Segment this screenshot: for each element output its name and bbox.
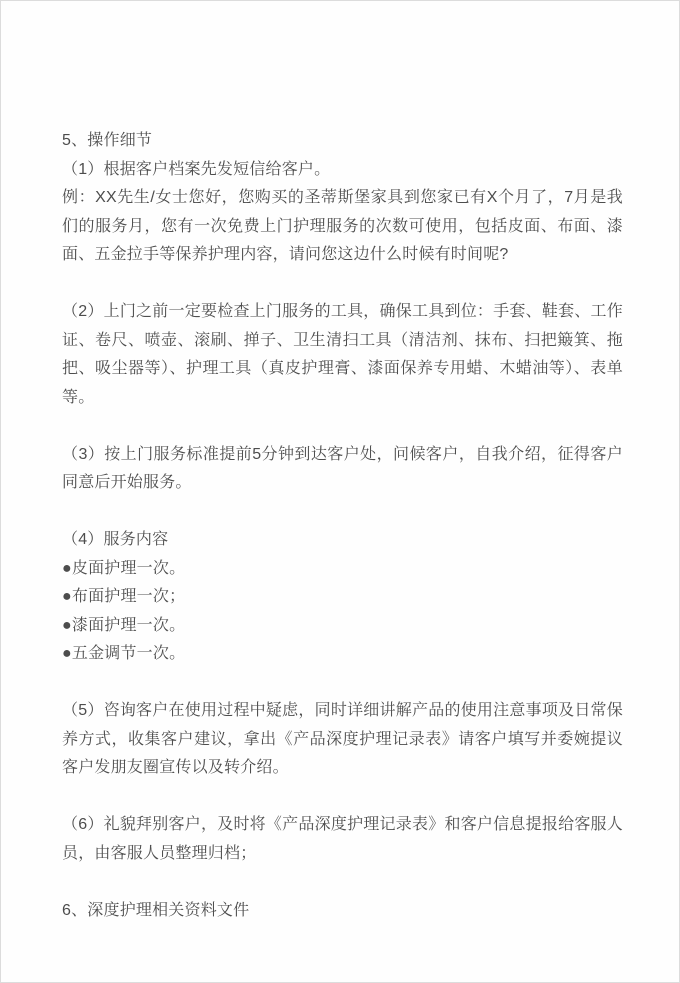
heading-section-6: 6、深度护理相关资料文件 bbox=[62, 901, 250, 919]
para-example-sms: 例：XX先生/女士您好，您购买的圣蒂斯堡家具到您家已有X个月了，7月是我们的服务月，您有一次免费上门护理服务的次数可使用，包括皮面、布面、漆面、五金拉手等保养护理内容，请问您这边什么时候有时间呢? bbox=[62, 189, 623, 263]
bullet-icon: ● bbox=[62, 616, 72, 634]
list-item-label: 布面护理一次； bbox=[71, 588, 186, 605]
bullet-icon: ● bbox=[62, 588, 72, 605]
list-item bbox=[62, 640, 623, 669]
para-item-3: （3）按上门服务标准提前5分钟到达客户处，问候客户，自我介绍，征得客户同意后开始服务。 bbox=[62, 445, 623, 491]
bullet-icon: ● bbox=[62, 645, 72, 662]
list-item-label: 漆面护理一次。 bbox=[71, 616, 186, 634]
bullet-icon: ● bbox=[62, 559, 72, 577]
service-list bbox=[62, 555, 623, 669]
list-item bbox=[62, 612, 623, 641]
list-item bbox=[62, 583, 623, 612]
para-item-1: （1）根据客户档案先发短信给客户。 bbox=[62, 160, 331, 178]
heading-section-5: 5、操作细节 bbox=[62, 132, 153, 149]
para-item-6: （6）礼貌拜别客户，及时将《产品深度护理记录表》和客户信息提报给客服人员，由客服人员整理归档； bbox=[62, 816, 623, 862]
document-body bbox=[1, 1, 679, 965]
list-item-label: 五金调节一次。 bbox=[71, 645, 186, 662]
para-item-4: （4）服务内容 bbox=[62, 531, 169, 548]
list-item-label: 皮面护理一次。 bbox=[71, 559, 186, 577]
para-item-2: （2）上门之前一定要检查上门服务的工具，确保工具到位：手套、鞋套、工作证、卷尺、喷壶、滚刷、掸子、卫生清扫工具（清洁剂、抹布、扫把簸箕、拖把、吸尘器等）、护理工具（真皮护理膏、漆面保养专用蜡、木蜡油等）、表单等。 bbox=[62, 303, 623, 406]
list-item bbox=[62, 555, 623, 584]
para-item-5: （5）咨询客户在使用过程中疑虑，同时详细讲解产品的使用注意事项及日常保养方式，收集客户建议，拿出《产品深度护理记录表》请客户填写并委婉提议客户发朋友圈宣传以及转介绍。 bbox=[62, 702, 623, 776]
